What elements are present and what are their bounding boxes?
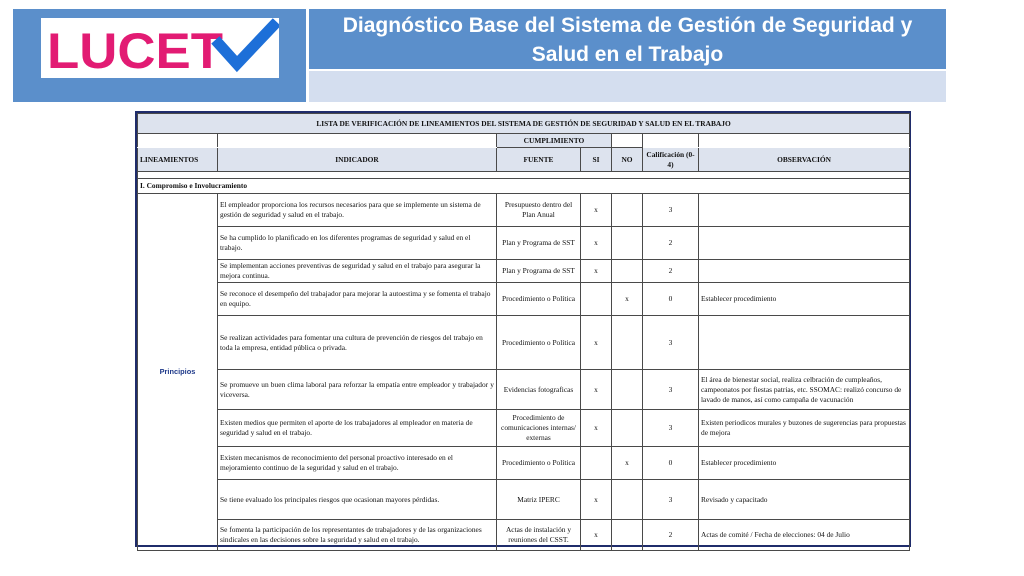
si-cell <box>581 447 612 480</box>
si-cell: x <box>581 520 612 551</box>
observacion-cell: Establecer procedimiento <box>699 283 910 316</box>
calificacion-cell: 2 <box>643 227 699 260</box>
column-header-no: NO <box>612 148 643 172</box>
observacion-cell: El área de bienestar social, realiza celbración de cumpleaños, campeonatos por fiestas patrias, etc. SSOMAC: realizó concurso de lavado de manos, así como campaña de vacunación <box>699 370 910 410</box>
column-header-si: SI <box>581 148 612 172</box>
page-title-line-1: Diagnóstico Base del Sistema de Gestión de Seguridad y <box>342 14 913 37</box>
indicador-cell: Se fomenta la participación de los representantes de trabajadores y de las organizaciones sindicales en las decisiones sobre la seguridad y salud en el trabajo. <box>218 520 497 551</box>
check-icon <box>219 26 273 64</box>
lucet-logo-icon <box>41 18 279 78</box>
table-row <box>138 370 910 410</box>
table-row <box>138 194 910 227</box>
spacer-row <box>138 172 910 179</box>
calificacion-cell: 2 <box>643 260 699 283</box>
calificacion-cell: 2 <box>643 520 699 551</box>
no-cell: x <box>612 447 643 480</box>
observacion-cell: Existen periodicos murales y buzones de sugerencias para propuestas de mejora <box>699 410 910 447</box>
fuente-cell: Matriz IPERC <box>497 480 581 520</box>
column-header-fuente: FUENTE <box>497 148 581 172</box>
page-title-line-2: Salud en el Trabajo <box>531 43 724 66</box>
cumplimiento-header: CUMPLIMIENTO <box>497 134 612 148</box>
no-cell <box>612 316 643 370</box>
calificacion-cell: 3 <box>643 370 699 410</box>
si-cell: x <box>581 370 612 410</box>
checklist-table <box>137 113 910 551</box>
observacion-cell <box>699 227 910 260</box>
calificacion-cell: 3 <box>643 316 699 370</box>
indicador-cell: Se tiene evaluado los principales riesgos que ocasionan mayores pérdidas. <box>218 480 497 520</box>
observacion-cell: Establecer procedimiento <box>699 447 910 480</box>
table-row <box>138 316 910 370</box>
si-cell: x <box>581 260 612 283</box>
fuente-cell: Procedimiento o Política <box>497 447 581 480</box>
indicador-cell: Se ha cumplido lo planificado en los diferentes programas de seguridad y salud en el trabajo. <box>218 227 497 260</box>
page-title <box>309 9 946 69</box>
column-header-observacion: OBSERVACIÓN <box>699 148 910 172</box>
observacion-cell: Actas de comité / Fecha de elecciones: 04 de Julio <box>699 520 910 551</box>
table-row <box>138 520 910 551</box>
column-header-indicador: INDICADOR <box>218 148 497 172</box>
indicador-cell: Se reconoce el desempeño del trabajador para mejorar la autoestima y se fomenta el trabajo en equipo. <box>218 283 497 316</box>
table-caption: LISTA DE VERIFICACIÓN DE LINEAMIENTOS DEL SISTEMA DE GESTIÓN DE SEGURIDAD Y SALUD EN EL TRABAJO <box>138 114 910 134</box>
indicador-cell: Existen medios que permiten el aporte de los trabajadores al empleador en materia de seguridad y salud en el trabajo. <box>218 410 497 447</box>
fuente-cell: Evidencias fotograficas <box>497 370 581 410</box>
si-cell: x <box>581 227 612 260</box>
si-cell: x <box>581 316 612 370</box>
section-header: I. Compromiso e Involucramiento <box>138 179 910 194</box>
no-cell: x <box>612 283 643 316</box>
logo <box>41 18 279 78</box>
observacion-cell <box>699 260 910 283</box>
checklist-sheet <box>135 111 911 547</box>
column-header-calificacion: Calificación (0-4) <box>643 148 699 172</box>
fuente-cell: Presupuesto dentro del Plan Anual <box>497 194 581 227</box>
calificacion-cell: 0 <box>643 447 699 480</box>
table-row <box>138 260 910 283</box>
fuente-cell: Procedimiento o Política <box>497 283 581 316</box>
table-row <box>138 480 910 520</box>
no-cell <box>612 410 643 447</box>
subtitle-band <box>309 71 946 102</box>
no-cell <box>612 480 643 520</box>
calificacion-cell: 0 <box>643 283 699 316</box>
indicador-cell: El empleador proporciona los recursos necesarios para que se implemente un sistema de gestión de seguridad y salud en el trabajo. <box>218 194 497 227</box>
no-cell <box>612 227 643 260</box>
logo-panel <box>13 9 306 102</box>
fuente-cell: Actas de instalación y reuniones del CSST. <box>497 520 581 551</box>
si-cell: x <box>581 480 612 520</box>
no-cell <box>612 194 643 227</box>
no-cell <box>612 260 643 283</box>
fuente-cell: Procedimiento de comunicaciones internas/ externas <box>497 410 581 447</box>
indicador-cell: Existen mecanismos de reconocimiento del personal proactivo interesado en el mejoramiento continuo de la seguridad y salud en el trabajo. <box>218 447 497 480</box>
indicador-cell: Se realizan actividades para fomentar una cultura de prevención de riesgos del trabajo en toda la empresa, entidad pública o privada. <box>218 316 497 370</box>
fuente-cell: Procedimiento o Política <box>497 316 581 370</box>
calificacion-cell: 3 <box>643 410 699 447</box>
fuente-cell: Plan y Programa de SST <box>497 260 581 283</box>
table-row <box>138 447 910 480</box>
observacion-cell <box>699 316 910 370</box>
calificacion-cell: 3 <box>643 480 699 520</box>
si-cell: x <box>581 410 612 447</box>
indicador-cell: Se promueve un buen clima laboral para reforzar la empatía entre empleador y trabajador y viceversa. <box>218 370 497 410</box>
lineamiento-group-label: Principios <box>138 194 218 551</box>
table-row <box>138 410 910 447</box>
si-cell: x <box>581 194 612 227</box>
observacion-cell <box>699 194 910 227</box>
indicador-cell: Se implementan acciones preventivas de seguridad y salud en el trabajo para asegurar la mejora continua. <box>218 260 497 283</box>
no-cell <box>612 520 643 551</box>
table-row <box>138 283 910 316</box>
fuente-cell: Plan y Programa de SST <box>497 227 581 260</box>
no-cell <box>612 370 643 410</box>
table-row <box>138 227 910 260</box>
observacion-cell: Revisado y capacitado <box>699 480 910 520</box>
calificacion-cell: 3 <box>643 194 699 227</box>
logo-wordmark: LUCET <box>47 23 223 78</box>
column-header-lineamientos: LINEAMIENTOS <box>138 148 218 172</box>
si-cell <box>581 283 612 316</box>
